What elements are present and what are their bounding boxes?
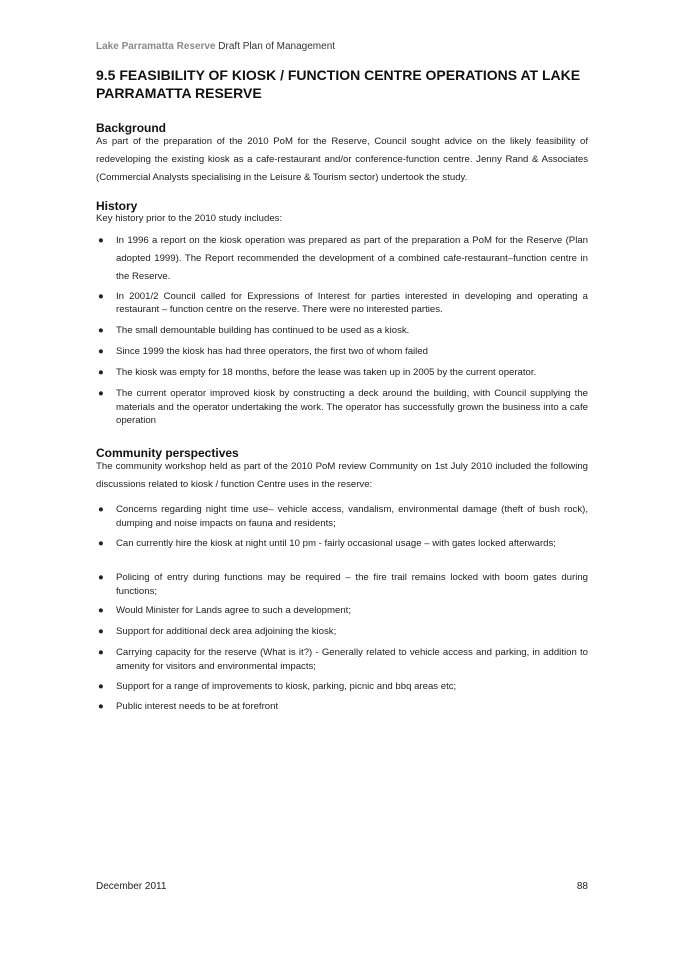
list-item-text: Support for additional deck area adjoining the kiosk; bbox=[116, 626, 337, 637]
list-item-text: Since 1999 the kiosk has had three operators, the first two of whom failed bbox=[116, 346, 428, 357]
list-item bbox=[96, 290, 588, 316]
list-item bbox=[96, 366, 588, 379]
page-number: 88 bbox=[576, 881, 588, 892]
bullet-icon: ● bbox=[98, 325, 104, 336]
bullet-icon: ● bbox=[98, 626, 104, 637]
list-item-text: Support for a range of improvements to kiosk, parking, picnic and bbq areas etc; bbox=[116, 681, 457, 692]
bullet-icon: ● bbox=[98, 367, 104, 378]
bullet-icon: ● bbox=[98, 681, 104, 692]
list-item bbox=[96, 537, 588, 551]
history-intro: Key history prior to the 2010 study includes: bbox=[96, 213, 283, 224]
bullet-icon: ● bbox=[98, 291, 104, 302]
list-item-text: Can currently hire the kiosk at night until 10 pm - fairly occasional usage – with gates locked afterwards; bbox=[116, 538, 556, 549]
community-intro: The community workshop held as part of the 2010 PoM review Community on 1st July 2010 included the following discussions related to kiosk / function Centre uses in the reserve: bbox=[96, 461, 588, 490]
bullet-icon: ● bbox=[98, 538, 104, 549]
running-header bbox=[96, 41, 335, 52]
background-paragraph: As part of the preparation of the 2010 PoM for the Reserve, Council sought advice on the likely feasibility of redeveloping the existing kiosk as a cafe-restaurant and/or conference-function centre. Jenny Rand & Associates (Commercial Analysts specialising in the Leisure & Tourism sector) undertook the study. bbox=[96, 136, 588, 183]
list-item-text: Policing of entry during functions may be required – the fire trail remains locked with boom gates during functions; bbox=[116, 572, 588, 597]
list-item-text: In 1996 a report on the kiosk operation was prepared as part of the preparation a PoM for the Reserve (Plan adopted 1999). The Report recommended the development of a combined cafe-restaurant–function centre in the Reserve. bbox=[116, 235, 588, 282]
list-item-text: Concerns regarding night time use– vehicle access, vandalism, environmental damage (theft of bush rock), dumping and noise impacts on fauna and residents; bbox=[116, 504, 588, 529]
header-brand: Lake Parramatta Reserve bbox=[96, 41, 216, 52]
list-item bbox=[96, 387, 588, 428]
footer-date: December 2011 bbox=[96, 881, 167, 892]
list-item bbox=[96, 503, 588, 530]
bullet-icon: ● bbox=[98, 647, 104, 658]
section-title: 9.5 FEASIBILITY OF KIOSK / FUNCTION CENTRE OPERATIONS AT LAKE PARRAMATTA RESERVE bbox=[96, 67, 581, 101]
list-item bbox=[96, 232, 588, 286]
community-heading: Community perspectives bbox=[96, 446, 239, 460]
list-item bbox=[96, 680, 588, 693]
bullet-icon: ● bbox=[98, 701, 104, 712]
history-heading: History bbox=[96, 199, 138, 213]
list-item-text: Carrying capacity for the reserve (What is it?) - Generally related to vehicle access and parking, in addition to amenity for visitors and environmental impacts; bbox=[116, 647, 588, 672]
background-heading: Background bbox=[96, 121, 167, 135]
list-item-text: The current operator improved kiosk by constructing a deck around the building, with Council supplying the materials and the operator undertaking the work. The operator has successfully grown the business into a cafe operation bbox=[116, 388, 588, 426]
list-item-text: Would Minister for Lands agree to such a development; bbox=[116, 605, 351, 616]
list-item-text: The kiosk was empty for 18 months, before the lease was taken up in 2005 by the current operator. bbox=[116, 367, 537, 378]
list-item bbox=[96, 646, 588, 673]
header-subtitle: Draft Plan of Management bbox=[215, 41, 336, 52]
list-item-text: The small demountable building has continued to be used as a kiosk. bbox=[116, 325, 410, 336]
list-item bbox=[96, 700, 588, 713]
list-item bbox=[96, 625, 588, 638]
list-item-text: Public interest needs to be at forefront bbox=[116, 701, 279, 712]
bullet-icon: ● bbox=[98, 605, 104, 616]
list-item bbox=[96, 324, 588, 337]
list-item-text: In 2001/2 Council called for Expressions of Interest for parties interested in developing and operating a restaurant – function centre on the reserve. There were no interested parties. bbox=[116, 291, 588, 315]
bullet-icon: ● bbox=[98, 388, 104, 399]
bullet-icon: ● bbox=[98, 235, 104, 246]
list-item bbox=[96, 571, 588, 598]
bullet-icon: ● bbox=[98, 346, 104, 357]
list-item bbox=[96, 604, 588, 617]
bullet-icon: ● bbox=[98, 504, 104, 515]
bullet-icon: ● bbox=[98, 572, 104, 583]
list-item bbox=[96, 345, 588, 358]
